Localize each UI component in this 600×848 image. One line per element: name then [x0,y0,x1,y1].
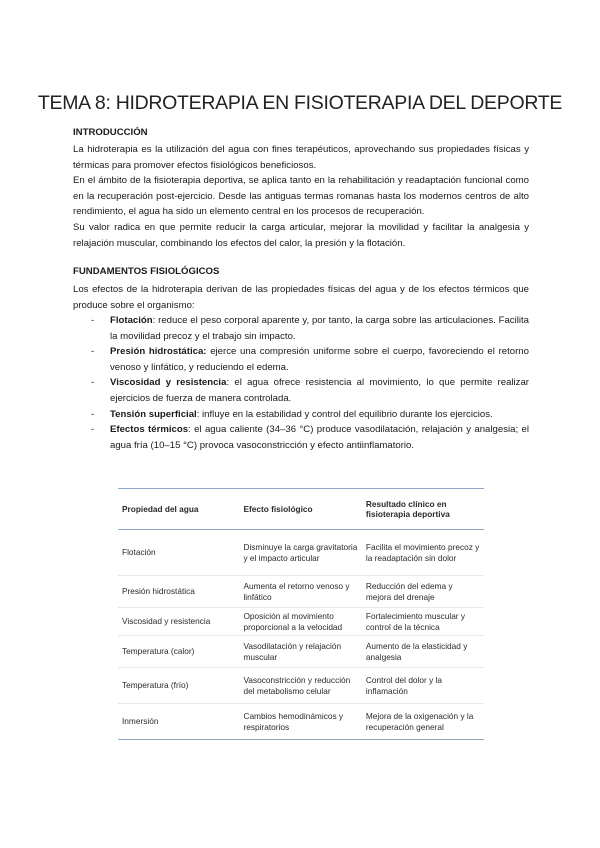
table-cell: Disminuye la carga gravitatoria y el impacto articular [243,542,358,563]
list-item [73,422,529,453]
list-item-text: : el agua ofrece resistencia al movimiento, lo que permite realizar ejercicios de fuerza de manera controlada. [110,377,529,404]
list-item-term: Tensión superficial [110,408,197,420]
fundamentos-intro: Los efectos de la hidroterapia derivan de las propiedades físicas del agua y de los efectos térmicos que produce sobre el organismo: [73,284,529,311]
list-item-term: Viscosidad y resistencia [110,377,227,389]
list-dash: - [91,377,95,389]
table-cell: Mejora de la oxigenación y la recuperación general [365,711,474,732]
table-cell: Inmersión [122,716,159,727]
table-header-cell: Efecto fisiológico [243,503,313,514]
list-dash: - [91,424,95,436]
table-row [118,704,484,740]
intro-heading: INTRODUCCIÓN [73,127,148,138]
table-cell: Facilita el movimiento precoz y la readaptación sin dolor [365,542,480,563]
table-cell: Fortalecimiento muscular y control de la técnica [365,611,466,632]
table-header-cell: Propiedad del agua [122,503,199,514]
list-item-text: : reduce el peso corporal aparente y, por tanto, la carga sobre las articulaciones. Facilita la movilidad precoz y el trabajo sin impacto. [110,315,529,342]
table-cell: Temperatura (calor) [122,646,195,657]
fundamentos-heading: FUNDAMENTOS FISIOLÓGICOS [73,266,220,277]
table-cell: Reducción del edema y mejora del drenaje [365,581,453,602]
list-dash: - [91,315,95,326]
list-item [73,344,529,375]
table-row [118,608,484,636]
list-item-term: Presión hidrostática: [110,346,207,358]
table-cell: Vasodilatación y relajación muscular [243,641,342,662]
intro-paragraph-3: Su valor radica en que permite reducir la carga articular, mejorar la movilidad y facilitar la analgesia y relajación muscular, combinando los efectos del calor, la presión y la flotación. [73,222,529,249]
list-item-text: ejerce una compresión uniforme sobre el cuerpo, favoreciendo el retorno venoso y linfático, y reduciendo el edema. [110,346,529,373]
page-title: TEMA 8: HIDROTERAPIA EN FISIOTERAPIA DEL DEPORTE [37,92,563,114]
intro-paragraph-1: La hidroterapia es la utilización del agua con fines terapéuticos, aprovechando sus propiedades físicas y térmicas para promover efectos fisiológicos beneficiosos. [73,144,529,171]
fundamentos-list [73,313,529,453]
intro-paragraph-2: En el ámbito de la fisioterapia deportiva, se aplica tanto en la rehabilitación y readaptación funcional como en la recuperación post-ejercicio. Desde las antiguas termas romanas hasta los modernos centros de alto rendimiento, el agua ha sido un elemento central en los procesos de recuperación. [73,175,529,218]
table-row [118,530,484,576]
list-item-text: : el agua caliente (34–36 °C) produce vasodilatación, relajación y analgesia; el agua fría (10–15 °C) provoca vasoconstricción y efecto antiinflamatorio. [110,424,529,451]
table-header-cell: Resultado clínico en fisioterapia deportiva [365,498,450,519]
table-cell: Flotación [122,547,156,558]
table-cell: Aumenta el retorno venoso y linfático [243,581,350,602]
list-item [73,407,529,423]
table-cell: Vasoconstricción y reducción del metabolismo celular [243,675,351,696]
list-dash: - [91,346,95,358]
table-cell: Presión hidrostática [122,586,195,597]
list-item-term: Efectos térmicos [110,424,189,436]
table-cell: Oposición al movimiento proporcional a la velocidad [243,611,343,632]
table-cell: Viscosidad y resistencia [122,616,211,627]
table-row [118,668,484,704]
table-cell: Aumento de la elasticidad y analgesia [365,641,468,662]
table-cell: Control del dolor y la inflamación [365,675,442,696]
list-item-term: Flotación [110,315,153,326]
table-cell: Cambios hemodinámicos y respiratorios [243,711,344,732]
table-row [118,636,484,668]
properties-table [118,488,484,740]
table-row [118,576,484,608]
list-item [73,375,529,406]
list-item-text: : influye en la estabilidad y control del equilibrio durante los ejercicios. [196,408,493,420]
table-header-row [118,489,484,530]
list-dash: - [91,408,95,420]
list-item [73,313,529,344]
table-cell: Temperatura (frío) [122,680,189,691]
